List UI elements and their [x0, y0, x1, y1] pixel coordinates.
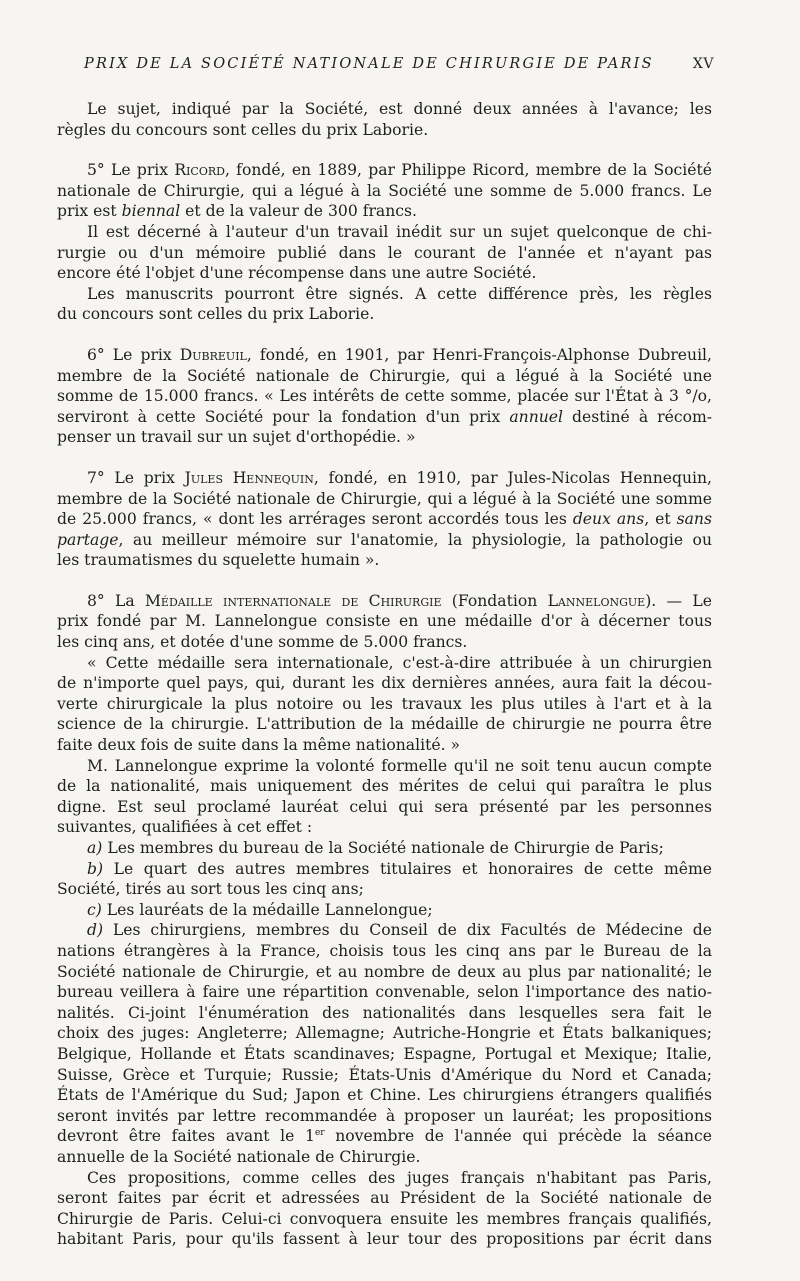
- text-line: Ces propositions, comme celles des juges français n'habitant pas Paris,: [87, 1168, 712, 1187]
- text-line: les traumatismes du squelette humain ».: [57, 551, 380, 570]
- text-line: Belgique, Hollande et États scandinaves; Espagne, Portugal et Mexique; Italie,: [57, 1044, 712, 1063]
- text-line: « Cette médaille sera internationale, c'est-à-dire attribuée à un chirurgien: [87, 653, 712, 672]
- text-line: de n'importe quel pays, qui, durant les dix dernières années, aura fait la décou-: [57, 674, 712, 693]
- paragraph-prix-dubreuil: [57, 345, 712, 448]
- running-header: [84, 56, 714, 72]
- text-line: devront être faites avant le 1er novembre de l'année qui précède la séance: [57, 1127, 713, 1146]
- list-item-b: [57, 859, 712, 900]
- text-line: 6° Le prix Dubreuil, fondé, en 1901, par Henri-François-Alphonse Dubreuil,: [87, 345, 712, 364]
- text-line: seront faites par écrit et adressées au Président de la Société nationale de: [57, 1189, 712, 1208]
- text-line: Société, tirés au sort tous les cinq ans;: [57, 880, 364, 899]
- text-line: prix fondé par M. Lannelongue consiste en une médaille d'or à décerner tous: [57, 612, 712, 631]
- text-line: rurgie ou d'un mémoire publié dans le courant de l'année et n'ayant pas: [57, 243, 712, 262]
- text-line: verte chirurgicale la plus notoire ou les travaux les plus utiles à l'art et à la: [57, 694, 712, 713]
- text-line: habitant Paris, pour qu'ils fassent à leur tour des propositions par écrit dans: [57, 1230, 712, 1249]
- text-line: digne. Est seul proclamé lauréat celui qui sera présenté par les personnes: [57, 797, 712, 816]
- prize-name: Médaille internationale de Chirurgie: [144, 591, 442, 610]
- text-line: 8° La Médaille internationale de Chirurgie (Fondation Lannelongue). — Le: [87, 591, 712, 610]
- list-item-a: [57, 838, 712, 859]
- paragraph-ricord-conditions: [57, 222, 712, 284]
- text-line: nations étrangères à la France, choisis tous les cinq ans par le Bureau de la: [57, 941, 712, 960]
- paragraph-prix-hennequin: [57, 468, 712, 571]
- text-line: annuelle de la Société nationale de Chirurgie.: [57, 1147, 421, 1166]
- text-line: de la nationalité, mais uniquement des mérites de celui qui paraîtra le plus: [57, 777, 712, 796]
- text-line: faite deux fois de suite dans la même nationalité. »: [57, 736, 461, 755]
- prize-name: Jules Hennequin: [184, 468, 314, 487]
- text-line: Chirurgie de Paris. Celui-ci convoquera ensuite les membres français qualifiés,: [57, 1209, 712, 1228]
- text-line: États de l'Amérique du Sud; Japon et Chine. Les chirurgiens étrangers qualifiés: [57, 1086, 712, 1105]
- text-line: Il est décerné à l'auteur d'un travail inédit sur un sujet quelconque de chi-: [87, 222, 712, 241]
- text-line: somme de 15.000 francs. « Les intérêts de cette somme, placée sur l'État à 3 °/o,: [57, 387, 712, 406]
- paragraph-ricord-manuscripts: [57, 284, 712, 325]
- text-line: suivantes, qualifiées à cet effet :: [57, 818, 313, 837]
- paragraph-prix-ricord: [57, 160, 712, 222]
- text-line: Suisse, Grèce et Turquie; Russie; États-Unis d'Amérique du Nord et Canada;: [57, 1065, 712, 1084]
- text-line: serviront à cette Société pour la fondation d'un prix annuel destiné à récom-: [57, 407, 713, 426]
- text-line: partage, au meilleur mémoire sur l'anatomie, la physiologie, la pathologie ou: [57, 530, 712, 549]
- text-line: membre de la Société nationale de Chirurgie, qui a légué à la Société une somme: [57, 489, 712, 508]
- text-line: nalités. Ci-joint l'énumération des nationalités dans lesquelles sera fait le: [57, 1003, 712, 1022]
- prize-name: Dubreuil: [179, 345, 247, 364]
- text-line: choix des juges: Angleterre; Allemagne; Autriche-Hongrie et États balkaniques;: [57, 1024, 712, 1043]
- text-line: règles du concours sont celles du prix Laborie.: [57, 120, 429, 139]
- page-body: [57, 99, 712, 1250]
- text-line: 7° Le prix Jules Hennequin, fondé, en 1910, par Jules-Nicolas Hennequin,: [87, 468, 712, 487]
- text-line: Société nationale de Chirurgie, et au nombre de deux au plus par nationalité; le: [57, 962, 712, 981]
- paragraph-medaille-internationale: [57, 591, 712, 653]
- text-line: du concours sont celles du prix Laborie.: [57, 305, 375, 324]
- paragraph-medaille-quote: [57, 653, 712, 756]
- prize-name: Ricord: [174, 161, 225, 180]
- paragraph-laborie-rules: [57, 99, 712, 140]
- text-line: d) Les chirurgiens, membres du Conseil de dix Facultés de Médecine de: [87, 921, 712, 940]
- text-line: science de la chirurgie. L'attribution de la médaille de chirurgie ne pourra être: [57, 715, 712, 734]
- text-line: penser un travail sur un sujet d'orthopédie. »: [57, 428, 416, 447]
- text-line: 5° Le prix Ricord, fondé, en 1889, par Philippe Ricord, membre de la Société: [87, 161, 713, 180]
- text-line: Le sujet, indiqué par la Société, est donné deux années à l'avance; les: [87, 100, 712, 118]
- text-line: prix est biennal et de la valeur de 300 francs.: [57, 202, 417, 221]
- running-title: PRIX DE LA SOCIÉTÉ NATIONALE DE CHIRURGIE DE PARIS: [84, 56, 654, 72]
- text-line: seront invités par lettre recommandée à proposer un lauréat; les propositions: [57, 1106, 712, 1125]
- paragraph-propositions: [57, 1168, 712, 1250]
- list-item-d: [57, 920, 712, 1167]
- text-line: c) Les lauréats de la médaille Lannelongue;: [87, 900, 433, 919]
- text-line: Les manuscrits pourront être signés. A cette différence près, les règles: [87, 284, 712, 303]
- list-item-c: [57, 900, 712, 921]
- text-line: encore été l'objet d'une récompense dans une autre Société.: [57, 264, 537, 283]
- page-number: XV: [692, 56, 714, 72]
- text-line: les cinq ans, et dotée d'une somme de 5.000 francs.: [57, 633, 468, 652]
- paragraph-nationalite: [57, 756, 712, 838]
- text-line: de 25.000 francs, « dont les arrérages seront accordés tous les deux ans, et sans: [57, 510, 712, 529]
- text-line: a) Les membres du bureau de la Société nationale de Chirurgie de Paris;: [87, 839, 664, 857]
- text-line: membre de la Société nationale de Chirurgie, qui a légué à la Société une: [57, 366, 712, 385]
- text-line: M. Lannelongue exprime la volonté formelle qu'il ne soit tenu aucun compte: [87, 756, 712, 775]
- text-line: nationale de Chirurgie, qui a légué à la Société une somme de 5.000 francs. Le: [57, 181, 712, 200]
- text-line: b) Le quart des autres membres titulaires et honoraires de cette même: [87, 859, 712, 878]
- text-line: bureau veillera à faire une répartition convenable, selon l'importance des natio-: [57, 983, 712, 1002]
